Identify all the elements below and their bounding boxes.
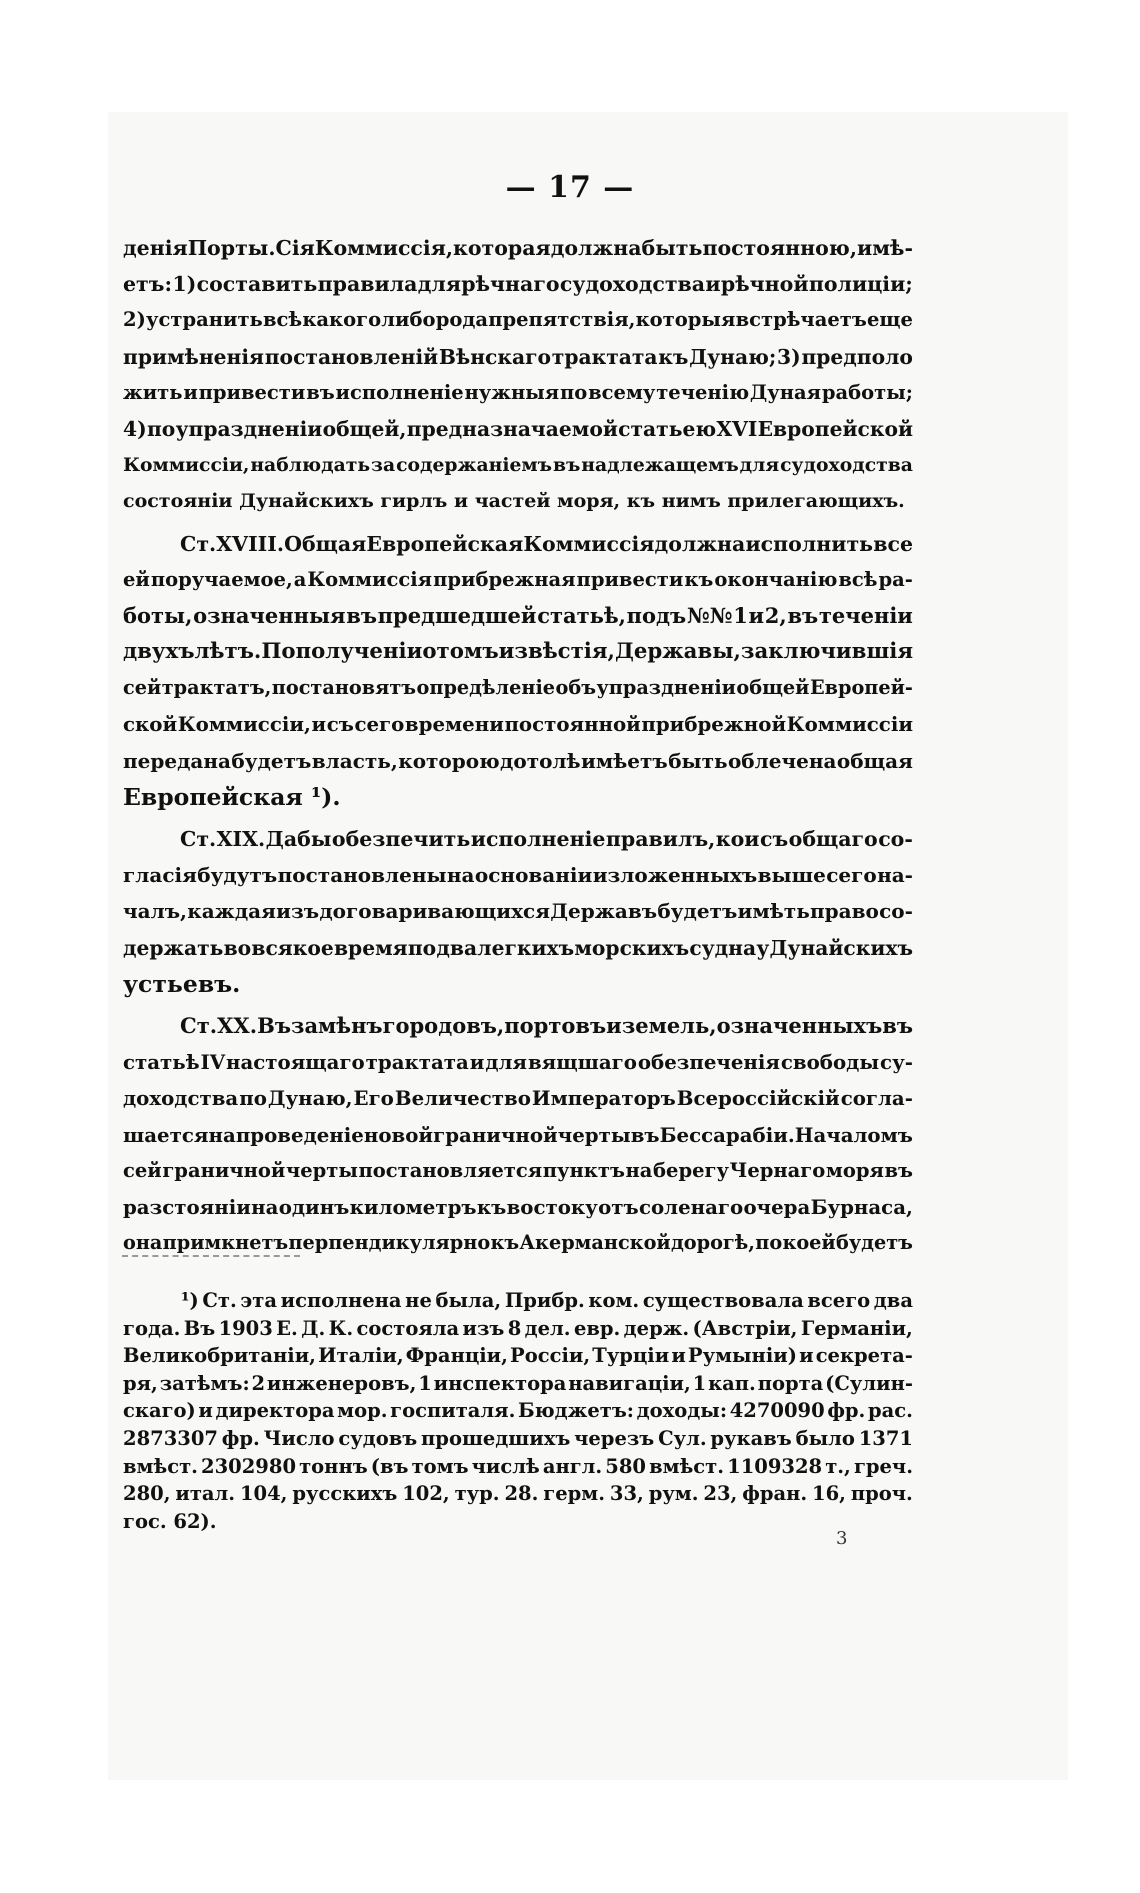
- footnote-line: года. Въ 1903 Е. Д. К. состояла изъ 8 дел. евр. держ. (Австріи, Германіи,: [123, 1316, 913, 1340]
- article-heading-line: Ст. XX. Въ замѣнъ городовъ, портовъ и земель, означенныхъ въ: [180, 1012, 913, 1038]
- body-line: 4) по упраздненіи общей, предназначаемой статьею XVI Европейской: [123, 416, 913, 441]
- article-heading-line: Ст. XVIII. Общая Европейская Коммиссія должна исполнить все: [180, 531, 913, 556]
- body-line: чалъ, каждая изъ договаривающихся Державъ будетъ имѣть право со-: [123, 899, 913, 924]
- body-line: жить и привести въ исполненіе нужныя по всему теченію Дуная работы;: [123, 380, 913, 404]
- footnote-line: ¹) Ст. эта исполнена не была, Прибр. ком. существовала всего два: [181, 1289, 913, 1312]
- footnote-line: гос. 62).: [123, 1509, 217, 1533]
- body-line: Европейская ¹).: [123, 782, 341, 811]
- body-line: статьѣ IV настоящаго трактата и для вящшаго обезпеченія свободы су-: [123, 1050, 913, 1075]
- body-line: примѣненія постановленій Вѣнскаго трактата къ Дунаю; 3) предполо: [123, 344, 913, 369]
- body-line: ей поручаемое, а Коммиссія прибрежная привести къ окончанію всѣ ра-: [123, 567, 913, 591]
- printer-signature-mark: 3: [836, 1528, 848, 1549]
- body-line: держать во всякое время по два легкихъ морскихъ судна у Дунайскихъ: [123, 935, 913, 960]
- body-line: устьевъ.: [123, 969, 241, 998]
- body-line: сей трактатъ, постановятъ опредѣленіе объ упраздненіи общей Европей-: [123, 676, 913, 700]
- footnote-line: скаго) и директора мор. госпиталя. Бюджетъ: доходы: 4270090 фр. рас.: [123, 1399, 913, 1423]
- body-text: [123, 230, 913, 1261]
- footnote-line: Великобританіи, Италіи, Франціи, Россіи, Турціи и Румыніи) и секрета-: [123, 1344, 913, 1368]
- body-line: передана будетъ власть, которою дотолѣ имѣетъ быть облечена общая: [123, 748, 913, 773]
- footnote-line: вмѣст. 2302980 тоннъ (въ томъ числѣ англ. 580 вмѣст. 1109328 т., греч.: [123, 1454, 913, 1478]
- footnote-line: ря, затѣмъ: 2 инженеровъ, 1 инспектора навигаціи, 1 кап. порта (Сулин-: [123, 1371, 913, 1395]
- body-line: она примкнетъ перпендикулярно къ Акерманской дорогѣ, по коей будетъ: [123, 1231, 913, 1255]
- footnote-line: 280, итал. 104, русскихъ 102, тур. 28. герм. 33, рум. 23, фран. 16, проч.: [123, 1482, 913, 1506]
- article-heading-line: Ст. XIX. Дабы обезпечить исполненіе правилъ, кои съ общаго со-: [180, 827, 913, 851]
- footnote-line: 2873307 фр. Число судовъ прошедшихъ черезъ Сул. рукавъ было 1371: [123, 1426, 913, 1450]
- body-line: доходства по Дунаю, Его Величество Императоръ Всероссійскій согла-: [123, 1086, 913, 1111]
- body-line: гласія будутъ постановлены на основаніи изложенныхъ выше сего на-: [123, 863, 913, 888]
- body-line: 2) устранить всѣ какого либо рода препятствія, которыя встрѣчаетъ еще: [123, 308, 913, 332]
- body-line: состояніи Дунайскихъ гирлъ и частей моря, къ нимъ прилегающихъ.: [123, 490, 905, 513]
- body-line: разстояніи на одинъ километръ къ востоку отъ соленаго очера Бурнаса,: [123, 1194, 913, 1219]
- body-line: етъ: 1) составить правила для рѣчнаго судоходства и рѣчной полиціи;: [123, 272, 913, 297]
- footnote: [123, 1287, 913, 1535]
- body-line: ской Коммиссіи, и съ сего времени постоянной прибрежной Коммиссіи: [123, 712, 913, 737]
- body-line: Коммиссіи, наблюдать за содержаніемъ въ надлежащемъ для судоходства: [123, 454, 913, 477]
- body-line: боты, означенныя въ предшедшей статьѣ, подъ №№ 1 и 2, въ теченіи: [123, 602, 913, 628]
- body-line: двухъ лѣтъ. По полученіи о томъ извѣстія, Державы, заключившія: [123, 639, 914, 665]
- body-line: денія Порты. Сія Коммиссія, которая должна быть постоянною, имѣ-: [123, 236, 913, 260]
- page-number: — 17 —: [505, 170, 635, 205]
- footnote-separator: [122, 1255, 300, 1257]
- body-line: шается на проведеніе новой граничной черты въ Бессарабіи. Началомъ: [123, 1122, 913, 1147]
- body-line: сей граничной черты постановляется пунктъ на берегу Чернаго моря въ: [123, 1158, 913, 1182]
